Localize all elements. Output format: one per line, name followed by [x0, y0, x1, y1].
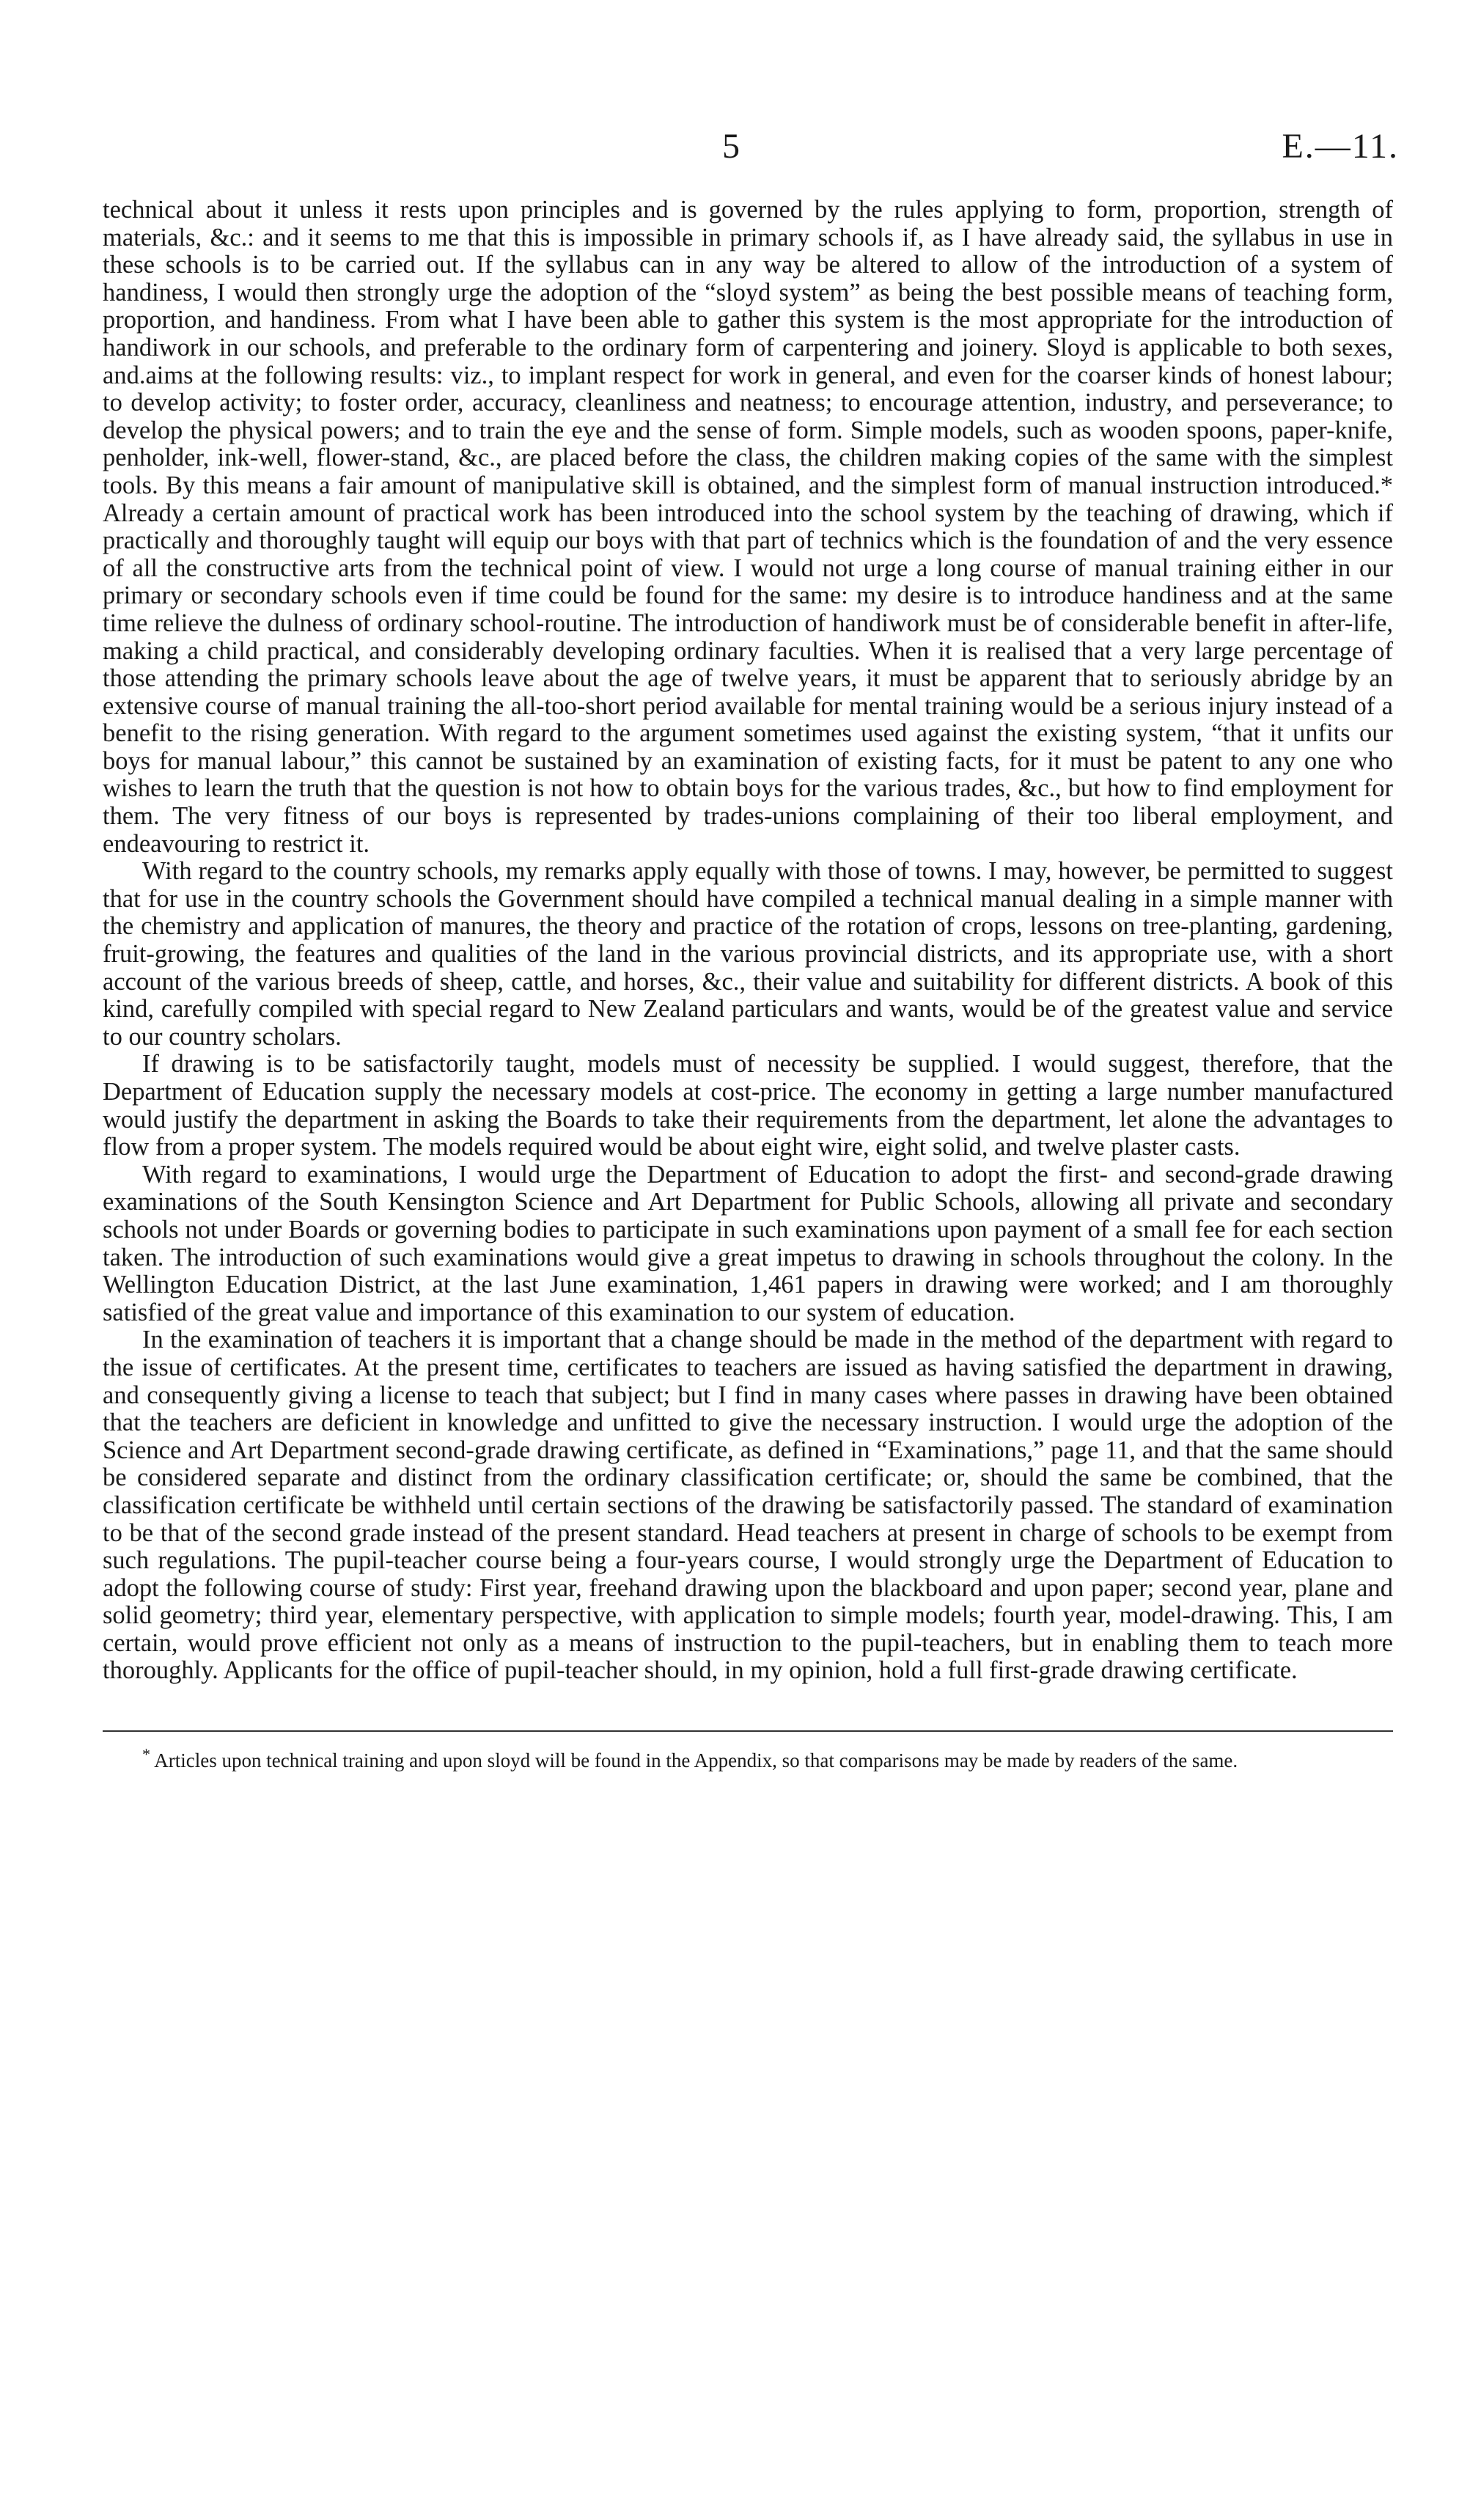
body-text: [103, 196, 1393, 1685]
footnote: [103, 1745, 1393, 1773]
document-reference: E.—11.: [1282, 127, 1399, 166]
paragraph-3: If drawing is to be satisfactorily taught, models must of necessity be supplied. I would suggest, therefore, that the Department of Education supply the necessary models at cost-price. The economy in getting a large number manufactured would justify the department in asking the Boards to take their requirements from the department, let alone the advantages to flow from a proper system. The models required would be about eight wire, eight solid, and twelve plaster casts.: [103, 1050, 1393, 1161]
footnote-marker: *: [142, 1745, 150, 1764]
paragraph-1: technical about it unless it rests upon principles and is governed by the rules applying to form, proportion, strength of materials, &c.: and it seems to me that this is impossible in primary schools if, as I have already said, the syllabus in use in these schools is to be carried out. If the syllabus can in any way be altered to allow of the introduction of a system of handiness, I would then strongly urge the adoption of the “sloyd system” as being the best possible means of teaching form, proportion, and handiness. From what I have been able to gather this system is the most appropriate for the introduction of handiwork in our schools, and preferable to the ordinary form of carpentering and joinery. Sloyd is applicable to both sexes, and.aims at the following results: viz., to implant respect for work in general, and even for the coarser kinds of honest labour; to develop activity; to foster order, accuracy, cleanliness and neatness; to encourage attention, industry, and perseverance; to develop the physical powers; and to train the eye and the sense of form. Simple models, such as wooden spoons, paper-knife, penholder, ink-well, flower-stand, &c., are placed before the class, the children making copies of the same with the simplest tools. By this means a fair amount of manipulative skill is obtained, and the simplest form of manual instruction introduced.* Already a certain amount of practical work has been introduced into the school system by the teaching of drawing, which if practically and thoroughly taught will equip our boys with that part of technics which is the foundation of and the very essence of all the constructive arts from the technical point of view. I would not urge a long course of manual training either in our primary or secondary schools even if time could be found for the same: my desire is to introduce handiness and at the same time relieve the dulness of ordinary school-routine. The introduction of handiwork must be of considerable benefit in after-life, making a child practical, and considerably developing ordinary faculties. When it is realised that a very large percentage of those attending the primary schools leave about the age of twelve years, it must be apparent that to seriously abridge by an extensive course of manual training the all-too-short period available for mental training would be a serious injury instead of a benefit to the rising generation. With regard to the argument sometimes used against the existing system, “that it unfits our boys for manual labour,” this cannot be sustained by an examination of existing facts, for it must be patent to any one who wishes to learn the truth that the question is not how to obtain boys for the various trades, &c., but how to find employment for them. The very fitness of our boys is represented by trades-unions complaining of their too liberal employment, and endeavouring to restrict it.: [103, 196, 1393, 858]
page-header: [103, 117, 1399, 183]
paragraph-2: With regard to the country schools, my remarks apply equally with those of towns. I may, however, be permitted to suggest that for use in the country schools the Government should have compiled a technical manual dealing in a simple manner with the chemistry and application of manures, the theory and practice of the rotation of crops, lessons on tree-planting, gardening, fruit-growing, the features and qualities of the land in the various provincial districts, and its appropriate use, with a short account of the various breeds of sheep, cattle, and horses, &c., their value and suitability for different districts. A book of this kind, carefully compiled with special regard to New Zealand particulars and wants, would be of the greatest value and service to our country scholars.: [103, 857, 1393, 1051]
page-number: 5: [722, 127, 740, 166]
footnote-text: Articles upon technical training and upon sloyd will be found in the Appendix, so that comparisons may be made by readers of the same.: [154, 1749, 1238, 1772]
paragraph-4: With regard to examinations, I would urge the Department of Education to adopt the first- and second-grade drawing examinations of the South Kensington Science and Art Department for Public Schools, allowing all private and secondary schools not under Boards or governing bodies to participate in such examinations upon payment of a small fee for each section taken. The introduction of such examinations would give a great impetus to drawing in schools throughout the colony. In the Wellington Education District, at the last June examination, 1,461 papers in drawing were worked; and I am thoroughly satisfied of the great value and importance of this examination to our system of education.: [103, 1160, 1393, 1326]
document-page: [103, 117, 1399, 2464]
footnote-divider: [103, 1730, 1393, 1732]
paragraph-5: In the examination of teachers it is important that a change should be made in the method of the department with regard to the issue of certificates. At the present time, certificates to teachers are issued as having satisfied the department in drawing, and consequently giving a license to teach that subject; but I find in many cases where passes in drawing have been obtained that the teachers are deficient in knowledge and unfitted to give the necessary instruction. I would urge the adoption of the Science and Art Department second-grade drawing certificate, as defined in “Examinations,” page 11, and that the same should be considered separate and distinct from the ordinary classification certificate; or, should the same be combined, that the classification certificate be withheld until certain sections of the drawing be satisfactorily passed. The standard of examination to be that of the second grade instead of the present standard. Head teachers at present in charge of schools to be exempt from such regulations. The pupil-teacher course being a four-years course, I would strongly urge the Department of Education to adopt the following course of study: First year, freehand drawing upon the blackboard and upon paper; second year, plane and solid geometry; third year, elementary perspective, with application to simple models; fourth year, model-drawing. This, I am certain, would prove efficient not only as a means of instruction to the pupil-teachers, but in enabling them to teach more thoroughly. Applicants for the office of pupil-teacher should, in my opinion, hold a full first-grade drawing certificate.: [103, 1326, 1393, 1685]
